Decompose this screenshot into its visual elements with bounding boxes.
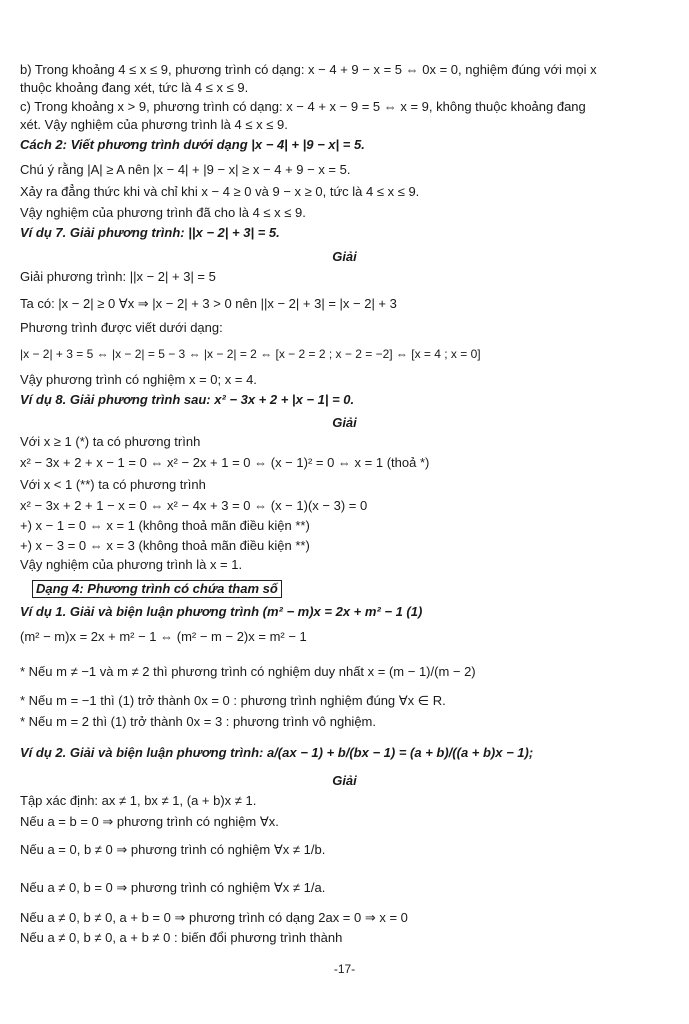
text-line: * Nếu m = 2 thì (1) trở thành 0x = 3 : phương trình vô nghiệm. [20, 714, 376, 729]
page-number: -17- [333, 962, 356, 976]
text-line: * Nếu m = −1 thì (1) trở thành 0x = 0 : phương trình nghiệm đúng ∀x ∈ R. [20, 693, 446, 708]
text-line: c) Trong khoảng x > 9, phương trình có dạng: x − 4 + x − 9 = 5 ⇔ x = 9, không thuộc khoảng đang [20, 99, 586, 114]
text-line: Nếu a = 0, b ≠ 0 ⇒ phương trình có nghiệm ∀x ≠ 1/b. [20, 842, 326, 857]
text-line: xét. Vậy nghiệm của phương trình là 4 ≤ x ≤ 9. [20, 117, 288, 132]
text-line: Ta có: |x − 2| ≥ 0 ∀x ⇒ |x − 2| + 3 > 0 nên ||x − 2| + 3| = |x − 2| + 3 [20, 296, 397, 311]
section-heading [32, 580, 282, 598]
text-line: b) Trong khoảng 4 ≤ x ≤ 9, phương trình có dạng: x − 4 + 9 − x = 5 ⇔ 0x = 0, nghiệm đúng với mọi x [20, 62, 597, 77]
text-line: Xảy ra đẳng thức khi và chỉ khi x − 4 ≥ 0 và 9 − x ≥ 0, tức là 4 ≤ x ≤ 9. [20, 184, 420, 199]
text-line: |x − 2| + 3 = 5 ⇔ |x − 2| = 5 − 3 ⇔ |x − 2| = 2 ⇔ [x − 2 = 2 ; x − 2 = −2] ⇔ [x = 4 ; x = 0] [20, 347, 481, 361]
example-heading: Ví dụ 7. Giải phương trình: ||x − 2| + 3| = 5. [20, 225, 280, 240]
text-line: Nếu a ≠ 0, b ≠ 0, a + b = 0 ⇒ phương trình có dạng 2ax = 0 ⇒ x = 0 [20, 910, 408, 925]
text-line: Nếu a = b = 0 ⇒ phương trình có nghiệm ∀x. [20, 814, 279, 829]
solution-heading: Giải [332, 773, 357, 788]
text-line: Chú ý rằng |A| ≥ A nên |x − 4| + |9 − x| ≥ x − 4 + 9 − x = 5. [20, 162, 351, 177]
text-line: +) x − 3 = 0 ⇔ x = 3 (không thoả mãn điều kiện **) [20, 538, 310, 553]
text-line: Nếu a ≠ 0, b ≠ 0, a + b ≠ 0 : biến đổi phương trình thành [20, 930, 343, 945]
text-line: * Nếu m ≠ −1 và m ≠ 2 thì phương trình có nghiệm duy nhất x = (m − 1)/(m − 2) [20, 664, 476, 679]
text-line: Vậy phương trình có nghiệm x = 0; x = 4. [20, 372, 257, 387]
text-line: x² − 3x + 2 + 1 − x = 0 ⇔ x² − 4x + 3 = 0 ⇔ (x − 1)(x − 3) = 0 [20, 498, 368, 513]
text-line: Cách 2: Viết phương trình dưới dạng |x − 4| + |9 − x| = 5. [20, 137, 365, 152]
text-line: Giải phương trình: ||x − 2| + 3| = 5 [20, 269, 216, 284]
text-line: Tập xác định: ax ≠ 1, bx ≠ 1, (a + b)x ≠ 1. [20, 793, 257, 808]
text-line: (m² − m)x = 2x + m² − 1 ⇔ (m² − m − 2)x = m² − 1 [20, 629, 307, 644]
example-heading: Ví dụ 2. Giải và biện luận phương trình: a/(ax − 1) + b/(bx − 1) = (a + b)/((a + b)x − 1); [20, 745, 534, 760]
text-line: Phương trình được viết dưới dạng: [20, 320, 223, 335]
text-line: +) x − 1 = 0 ⇔ x = 1 (không thoả mãn điều kiện **) [20, 518, 310, 533]
text-line: Với x < 1 (**) ta có phương trình [20, 477, 206, 492]
example-heading: Ví dụ 8. Giải phương trình sau: x² − 3x + 2 + |x − 1| = 0. [20, 392, 355, 407]
solution-heading: Giải [332, 249, 357, 264]
section-box: Dạng 4: Phương trình có chứa tham số [32, 580, 282, 598]
solution-heading: Giải [332, 415, 357, 430]
text-line: x² − 3x + 2 + x − 1 = 0 ⇔ x² − 2x + 1 = 0 ⇔ (x − 1)² = 0 ⇔ x = 1 (thoả *) [20, 455, 430, 470]
text-line: Nếu a ≠ 0, b = 0 ⇒ phương trình có nghiệm ∀x ≠ 1/a. [20, 880, 326, 895]
text-line: Vậy nghiệm của phương trình đã cho là 4 ≤ x ≤ 9. [20, 205, 306, 220]
example-heading: Ví dụ 1. Giải và biện luận phương trình (m² − m)x = 2x + m² − 1 (1) [20, 604, 423, 619]
text-line: thuộc khoảng đang xét, tức là 4 ≤ x ≤ 9. [20, 80, 249, 95]
text-line: Với x ≥ 1 (*) ta có phương trình [20, 434, 201, 449]
text-line: Vậy nghiệm của phương trình là x = 1. [20, 557, 243, 572]
